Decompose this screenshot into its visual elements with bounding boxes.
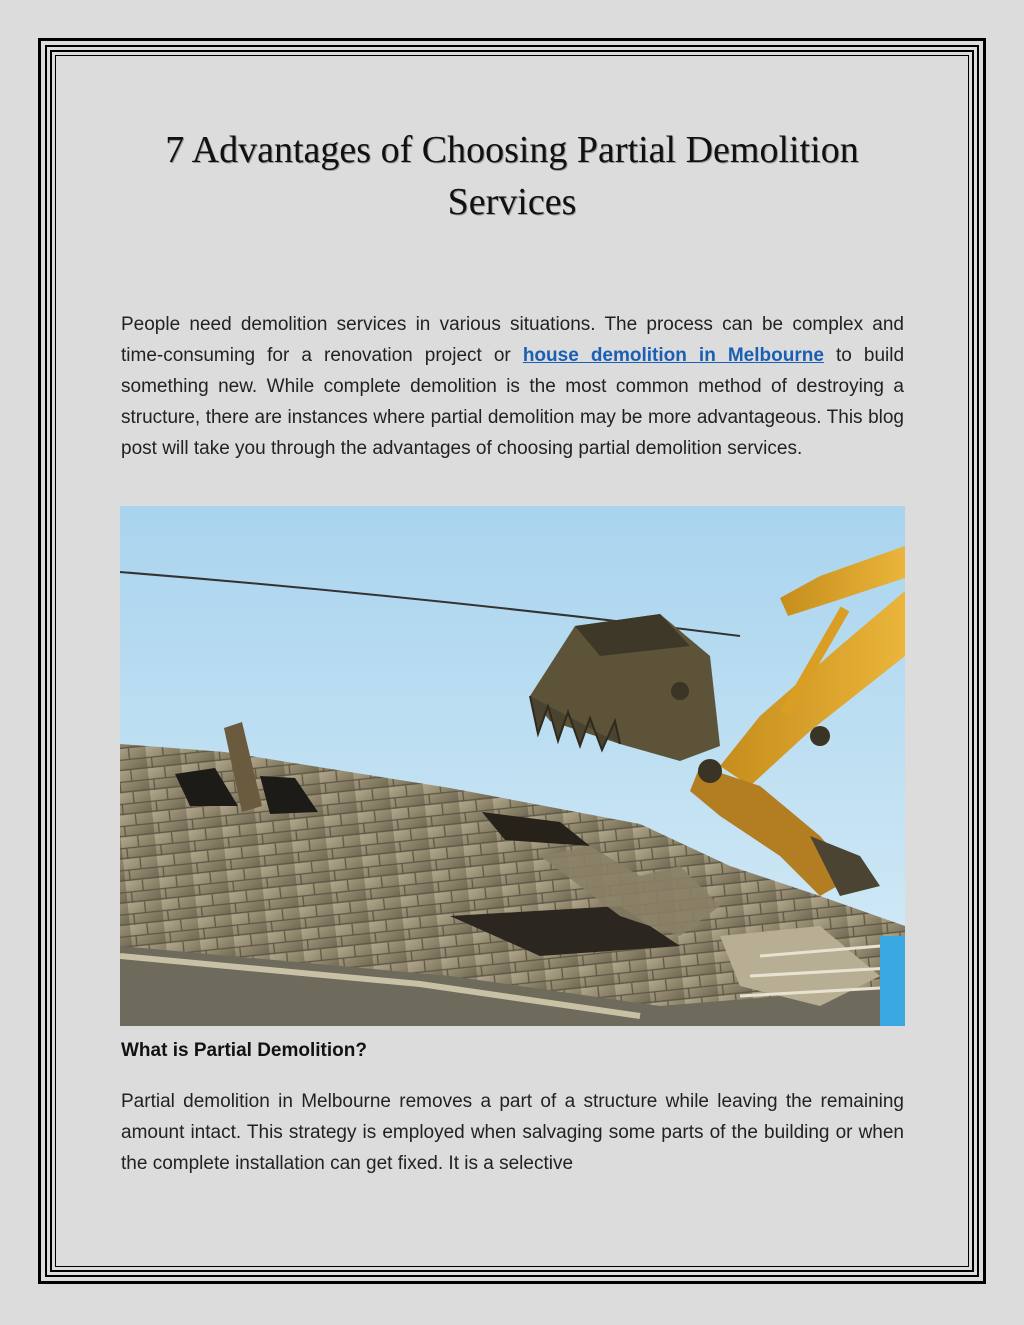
house-demolition-link[interactable]: house demolition in Melbourne [522,345,824,366]
excavator-demolishing-roof-image [120,506,905,1026]
demolition-photo [120,506,905,1026]
article-title-line-1: 7 Advantages of Choosing Partial Demolition [165,129,859,171]
section-heading: What is Partial Demolition? [121,1040,367,1061]
article-title [80,124,944,228]
blue-post [880,936,905,1026]
intro-paragraph [121,309,904,464]
article-title-line-2: Services [447,181,577,223]
intro-text-after-link: to build something new. While complete demolition is the most common method of destroying a structure, there are instances where partial demolition may be more advantageous. This blog post will take you through the advantages of choosing partial demolition services. [121,345,905,459]
section-paragraph: Partial demolition in Melbourne removes a part of a structure while leaving the remaining amount intact. This strategy is employed when salvaging some parts of the building or when the complete installation can get fixed. It is a selective [121,1091,904,1174]
intro-text-before-link: People need demolition services in various situations. The process can be complex and time-consuming for a renovation project or [121,314,904,366]
